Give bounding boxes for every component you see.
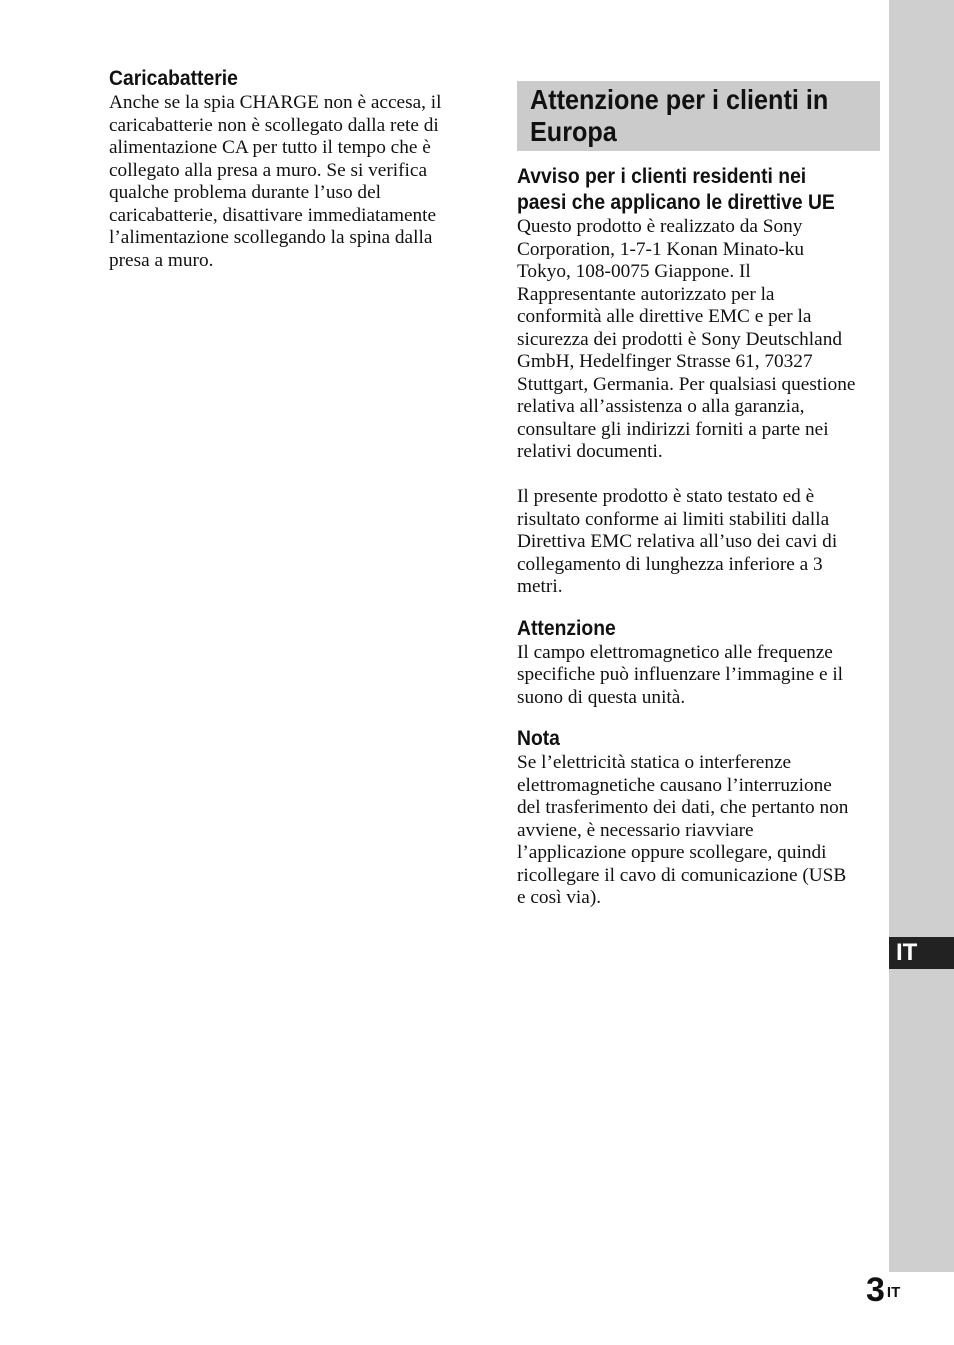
nota-paragraph [517,752,882,910]
text-line: specifiche può influenzare l’immagine e il [517,664,844,685]
section-title [530,84,872,148]
caricabatterie-heading: Caricabatterie [109,67,238,90]
text-line: Il presente prodotto è stato testato ed è [517,486,815,507]
text-line: Se l’elettricità statica o interferenze [517,752,792,773]
heading-line: paesi che applicano le direttive UE [517,191,835,214]
text-line: del trasferimento dei dati, che pertanto non [517,797,849,818]
text-line: Il campo elettromagnetico alle frequenze [517,641,833,663]
text-line: collegamento di lunghezza inferiore a 3 [517,553,823,575]
text-line: GmbH, Hedelfinger Strasse 61, 70327 [517,351,813,372]
language-tab: IT [889,937,954,969]
avviso-paragraph-1 [517,216,882,464]
page-number-value: 3 [866,1271,885,1309]
page-number [866,1270,900,1310]
text-line: metri. [517,576,563,597]
side-tab-bar [889,0,954,1272]
heading-line: Avviso per i clienti residenti nei [517,165,807,188]
section-title-line: Europa [530,116,617,147]
left-column [109,66,479,272]
text-line: l’applicazione oppure scollegare, quindi [517,842,827,863]
text-line: caricabatterie non è scollegato dalla rete di [109,114,439,136]
text-line: Stuttgart, Germania. Per qualsiasi questione [517,373,856,395]
text-line: elettromagnetiche causano l’interruzione [517,774,832,796]
text-line: suono di questa unità. [517,686,686,708]
section-title-line: Attenzione per i clienti in [530,84,829,115]
text-line: avviene, è necessario riavviare [517,819,754,841]
text-line: alimentazione CA per tutto il tempo che è [109,137,431,158]
text-line: Anche se la spia CHARGE non è accesa, il [109,92,442,113]
attenzione-heading: Attenzione [517,616,616,640]
text-line: presa a muro. [109,249,214,271]
text-line: Rappresentante autorizzato per la [517,283,775,305]
text-line: ricollegare il cavo di comunicazione (USB [517,864,847,886]
text-line: consultare gli indirizzi forniti a parte nei [517,418,829,440]
attenzione-paragraph [517,642,882,710]
text-line: conformità alle direttive EMC e per la [517,306,812,327]
section-header-box [517,81,880,151]
right-column [517,164,882,910]
caricabatterie-paragraph [109,92,479,272]
text-line: sicurezza dei prodotti è Sony Deutschland [517,328,843,350]
text-line: qualche problema durante l’uso del [109,182,381,203]
text-line: Tokyo, 108-0075 Giappone. Il [517,261,751,282]
text-line: collegato alla presa a muro. Se si verifica [109,159,428,181]
avviso-paragraph-2 [517,486,882,599]
text-line: risultato conforme ai limiti stabiliti dalla [517,508,830,530]
nota-heading: Nota [517,727,560,750]
text-line: Direttiva EMC relativa all’uso dei cavi di [517,531,838,552]
text-line: Corporation, 1-7-1 Konan Minato-ku [517,238,805,260]
text-line: e così via). [517,887,602,908]
avviso-heading [517,164,853,216]
text-line: l’alimentazione scollegando la spina dalla [109,227,433,248]
text-line: relativa all’assistenza o alla garanzia, [517,396,805,417]
text-line: caricabatterie, disattivare immediatamente [109,204,437,226]
text-line: relativi documenti. [517,441,663,462]
page-number-suffix: IT [886,1284,901,1301]
text-line: Questo prodotto è realizzato da Sony [517,216,803,237]
